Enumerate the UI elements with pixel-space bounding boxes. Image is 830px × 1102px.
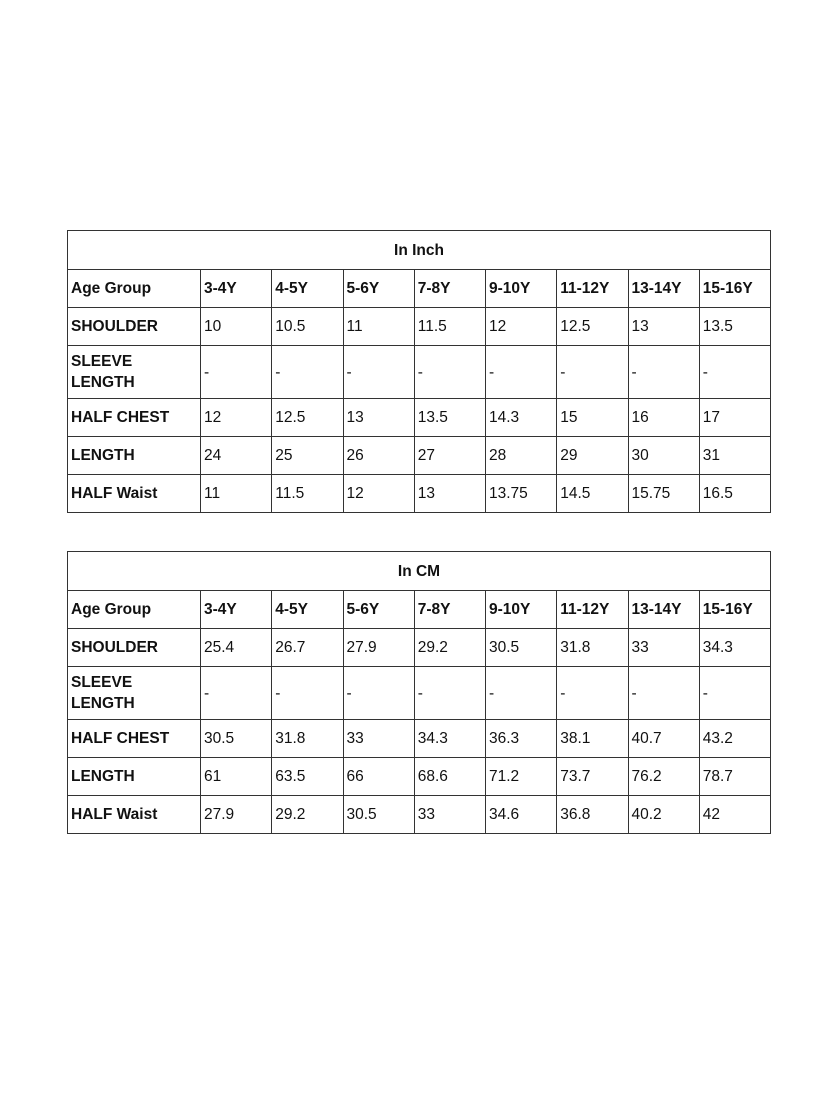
column-header: 13-14Y (628, 270, 699, 308)
row-label: SHOULDER (68, 308, 201, 346)
table-cell: 15.75 (628, 475, 699, 513)
column-header: 15-16Y (699, 591, 770, 629)
table-cell: 12.5 (272, 399, 343, 437)
header-row (68, 270, 771, 308)
column-header: 13-14Y (628, 591, 699, 629)
column-header: 11-12Y (557, 591, 628, 629)
table-cell: - (628, 346, 699, 399)
table-cell: 30 (628, 437, 699, 475)
table-cell: 25 (272, 437, 343, 475)
table-cell: 33 (343, 720, 414, 758)
table-cell: 31.8 (272, 720, 343, 758)
table-cell: 66 (343, 758, 414, 796)
table-row (68, 346, 771, 399)
table-cell: 73.7 (557, 758, 628, 796)
table-cell: 38.1 (557, 720, 628, 758)
table-row (68, 308, 771, 346)
row-label: SLEEVE LENGTH (68, 346, 201, 399)
table-cell: - (343, 346, 414, 399)
table-cell: 14.5 (557, 475, 628, 513)
table-title-row (68, 231, 771, 270)
table-cell: 29 (557, 437, 628, 475)
column-header: 9-10Y (486, 270, 557, 308)
table-cell: 29.2 (272, 796, 343, 834)
column-header: 7-8Y (414, 591, 485, 629)
row-label: HALF Waist (68, 475, 201, 513)
table-cell: 34.3 (414, 720, 485, 758)
table-cell: - (628, 667, 699, 720)
table-cell: - (201, 346, 272, 399)
table-cell: 11 (343, 308, 414, 346)
table-cell: 40.2 (628, 796, 699, 834)
table-cell: 12 (486, 308, 557, 346)
table-cell: 76.2 (628, 758, 699, 796)
table-cell: 13.5 (414, 399, 485, 437)
table-cell: 36.3 (486, 720, 557, 758)
table-cell: - (201, 667, 272, 720)
table-cell: 13 (414, 475, 485, 513)
table-row (68, 758, 771, 796)
size-table-cm (67, 551, 771, 834)
table-row (68, 399, 771, 437)
table-cell: 14.3 (486, 399, 557, 437)
row-label: SLEEVE LENGTH (68, 667, 201, 720)
row-label: LENGTH (68, 437, 201, 475)
table-cell: 31.8 (557, 629, 628, 667)
table-cell: 30.5 (486, 629, 557, 667)
table-cell: 15 (557, 399, 628, 437)
row-label: HALF CHEST (68, 720, 201, 758)
table-cell: 27.9 (201, 796, 272, 834)
header-row (68, 591, 771, 629)
table-row (68, 667, 771, 720)
table-cell: 12 (201, 399, 272, 437)
header-label: Age Group (68, 270, 201, 308)
column-header: 5-6Y (343, 270, 414, 308)
table-cell: 11 (201, 475, 272, 513)
table-cell: 68.6 (414, 758, 485, 796)
table-cell: - (414, 667, 485, 720)
table-cell: 12.5 (557, 308, 628, 346)
table-title: In Inch (68, 231, 771, 270)
table-cell: - (414, 346, 485, 399)
table-cell: - (343, 667, 414, 720)
table-cell: - (272, 667, 343, 720)
table-cell: 28 (486, 437, 557, 475)
table-cell: 27 (414, 437, 485, 475)
table-cell: 12 (343, 475, 414, 513)
table-cell: 61 (201, 758, 272, 796)
table-cell: - (272, 346, 343, 399)
table-cell: 27.9 (343, 629, 414, 667)
row-label: HALF Waist (68, 796, 201, 834)
table-row (68, 475, 771, 513)
table-cell: 34.6 (486, 796, 557, 834)
column-header: 9-10Y (486, 591, 557, 629)
row-label: HALF CHEST (68, 399, 201, 437)
table-cell: 42 (699, 796, 770, 834)
table-cell: 30.5 (343, 796, 414, 834)
table-cell: - (699, 346, 770, 399)
table-cell: 31 (699, 437, 770, 475)
table-cell: - (699, 667, 770, 720)
table-cell: 16 (628, 399, 699, 437)
table-cell: 29.2 (414, 629, 485, 667)
table-cell: - (557, 667, 628, 720)
table-row (68, 629, 771, 667)
table-cell: 26 (343, 437, 414, 475)
table-cell: 24 (201, 437, 272, 475)
table-cell: 78.7 (699, 758, 770, 796)
table-cell: 30.5 (201, 720, 272, 758)
table-cell: 13 (628, 308, 699, 346)
table-row (68, 720, 771, 758)
size-table-inch (67, 230, 771, 513)
column-header: 5-6Y (343, 591, 414, 629)
table-cell: 33 (628, 629, 699, 667)
table-cell: 11.5 (272, 475, 343, 513)
table-cell: 33 (414, 796, 485, 834)
row-label: LENGTH (68, 758, 201, 796)
column-header: 11-12Y (557, 270, 628, 308)
header-label: Age Group (68, 591, 201, 629)
table-cell: 63.5 (272, 758, 343, 796)
table-cell: 26.7 (272, 629, 343, 667)
table-cell: 16.5 (699, 475, 770, 513)
table-title: In CM (68, 552, 771, 591)
column-header: 4-5Y (272, 591, 343, 629)
table-title-row (68, 552, 771, 591)
table-cell: 13.75 (486, 475, 557, 513)
table-cell: 40.7 (628, 720, 699, 758)
table-cell: 25.4 (201, 629, 272, 667)
table-cell: 10.5 (272, 308, 343, 346)
table-cell: 17 (699, 399, 770, 437)
table-row (68, 437, 771, 475)
table-cell: - (486, 346, 557, 399)
table-cell: - (486, 667, 557, 720)
table-cell: 13.5 (699, 308, 770, 346)
column-header: 4-5Y (272, 270, 343, 308)
column-header: 15-16Y (699, 270, 770, 308)
column-header: 7-8Y (414, 270, 485, 308)
table-cell: 11.5 (414, 308, 485, 346)
column-header: 3-4Y (201, 591, 272, 629)
table-cell: 36.8 (557, 796, 628, 834)
table-cell: 71.2 (486, 758, 557, 796)
column-header: 3-4Y (201, 270, 272, 308)
table-cell: 10 (201, 308, 272, 346)
row-label: SHOULDER (68, 629, 201, 667)
table-cell: 13 (343, 399, 414, 437)
table-row (68, 796, 771, 834)
table-cell: 34.3 (699, 629, 770, 667)
table-cell: 43.2 (699, 720, 770, 758)
table-cell: - (557, 346, 628, 399)
